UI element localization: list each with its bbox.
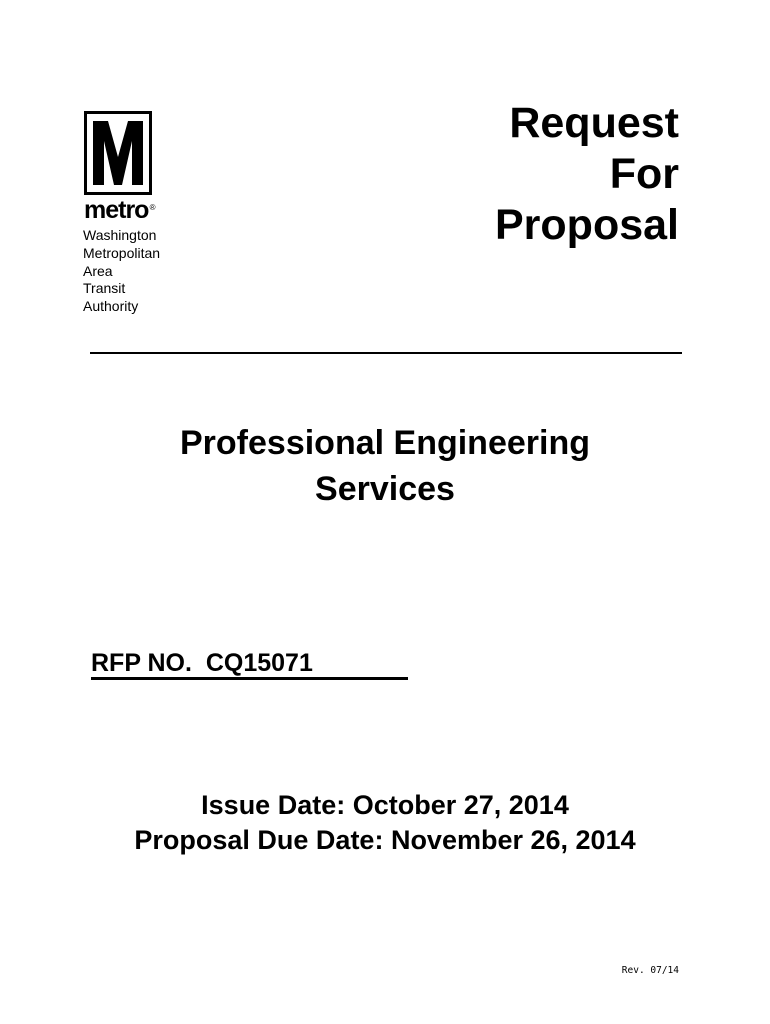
- agency-line: Transit: [83, 280, 126, 297]
- horizontal-divider: [90, 352, 682, 354]
- title-line: Proposal: [495, 201, 679, 249]
- document-title: [495, 98, 679, 251]
- agency-line: Metropolitan: [83, 244, 161, 261]
- service-title: [0, 420, 770, 512]
- agency-name: [83, 227, 160, 316]
- metro-m-icon: [90, 117, 146, 189]
- rfp-number: RFP NO. CQ15071: [91, 649, 313, 677]
- title-line: Request: [509, 99, 679, 147]
- title-line: For: [609, 150, 679, 198]
- revision-note: Rev. 07/14: [621, 965, 679, 976]
- issue-date: Issue Date: October 27, 2014: [201, 790, 569, 820]
- proposal-due-date: Proposal Due Date: November 26, 2014: [134, 825, 636, 855]
- agency-line: Authority: [83, 298, 139, 315]
- agency-line: Washington: [83, 227, 157, 243]
- dates-block: [0, 788, 770, 858]
- service-title-line: Professional Engineering: [180, 424, 590, 462]
- metro-wordmark-text: metro: [84, 196, 149, 224]
- agency-line: Area: [83, 262, 113, 279]
- rfp-number-underline: [91, 677, 408, 680]
- metro-wordmark: [84, 196, 156, 224]
- service-title-line: Services: [315, 470, 455, 508]
- metro-logo-box: [84, 111, 152, 195]
- metro-logo: [84, 111, 156, 223]
- registered-mark: ®: [149, 203, 156, 212]
